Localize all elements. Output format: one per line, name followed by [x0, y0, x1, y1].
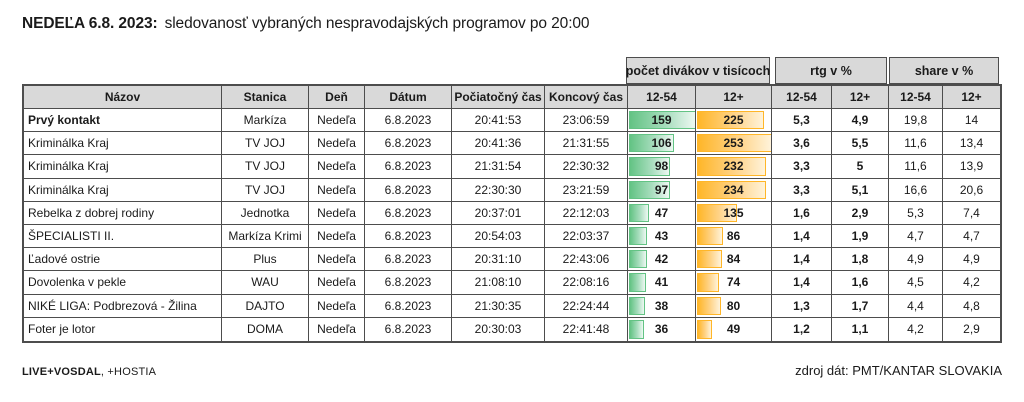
- column-header-datum: Dátum: [365, 86, 452, 109]
- station-cell: TV JOJ: [222, 155, 309, 178]
- start-time-cell: 21:30:35: [452, 295, 545, 318]
- viewers-12plus-cell: [696, 318, 772, 341]
- station-cell: Jednotka: [222, 202, 309, 225]
- group-header-rtg: rtg v %: [775, 57, 887, 84]
- viewers-12plus-value: 80: [726, 298, 741, 313]
- viewers-12-54-value: 41: [654, 275, 669, 290]
- date-cell: 6.8.2023: [365, 109, 452, 132]
- date-cell: 6.8.2023: [365, 271, 452, 294]
- day-cell: Nedeľa: [309, 132, 365, 155]
- group-header-viewers: počet divákov v tisícoch: [626, 57, 770, 84]
- column-header-rtg-12-54: 12-54: [772, 86, 832, 109]
- day-cell: Nedeľa: [309, 318, 365, 341]
- viewers-12plus-cell: [696, 155, 772, 178]
- viewers-12plus-cell: [696, 132, 772, 155]
- share-12plus-cell: 4,8: [943, 295, 1000, 318]
- day-cell: Nedeľa: [309, 109, 365, 132]
- date-cell: 6.8.2023: [365, 248, 452, 271]
- station-cell: DAJTO: [222, 295, 309, 318]
- rtg-12plus-cell: 4,9: [832, 109, 889, 132]
- program-name-cell: ŠPECIALISTI II.: [24, 225, 222, 248]
- data-table-grid: [22, 84, 1002, 343]
- viewers-12-54-value: 43: [654, 229, 669, 244]
- program-name-cell: Kriminálka Kraj: [24, 132, 222, 155]
- share-12-54-cell: 11,6: [889, 132, 943, 155]
- viewers-12-54-value: 36: [654, 322, 669, 337]
- day-cell: Nedeľa: [309, 155, 365, 178]
- rtg-12plus-cell: 1,6: [832, 271, 889, 294]
- start-time-cell: 20:41:36: [452, 132, 545, 155]
- viewers-12-54-value: 106: [651, 136, 672, 151]
- viewers-12-54-value: 98: [654, 159, 669, 174]
- day-cell: Nedeľa: [309, 248, 365, 271]
- viewers-12-54-value: 159: [651, 113, 672, 128]
- end-time-cell: 22:43:06: [545, 248, 628, 271]
- column-header-share-12plus: 12+: [943, 86, 1000, 109]
- start-time-cell: 20:37:01: [452, 202, 545, 225]
- share-12-54-cell: 4,7: [889, 225, 943, 248]
- viewers-12plus-cell: [696, 202, 772, 225]
- rtg-12-54-cell: 3,3: [772, 155, 832, 178]
- start-time-cell: 21:08:10: [452, 271, 545, 294]
- viewers-12plus-cell: [696, 295, 772, 318]
- end-time-cell: 23:21:59: [545, 179, 628, 202]
- end-time-cell: 23:06:59: [545, 109, 628, 132]
- share-12plus-cell: 2,9: [963, 322, 980, 337]
- viewers-12plus-value: 135: [723, 205, 744, 220]
- viewers-12plus-value: 86: [726, 229, 741, 244]
- station-cell: DOMA: [222, 318, 309, 341]
- column-header-stanica: Stanica: [222, 86, 309, 109]
- rtg-12plus-cell: 5,5: [832, 132, 889, 155]
- share-12plus-cell: 13,9: [943, 155, 1000, 178]
- program-name-cell: NIKÉ LIGA: Podbrezová - Žilina: [24, 295, 222, 318]
- viewers-12plus-value: 232: [723, 159, 744, 174]
- program-name-cell: Rebelka z dobrej rodiny: [24, 202, 222, 225]
- share-12plus-cell: 4,2: [943, 271, 1000, 294]
- share-12plus-cell: 13,4: [943, 132, 1000, 155]
- station-cell: Plus: [222, 248, 309, 271]
- end-time-cell: 21:31:55: [545, 132, 628, 155]
- end-time-cell: 22:03:37: [545, 225, 628, 248]
- rtg-12-54-cell: 1,4: [772, 271, 832, 294]
- rtg-12plus-cell: 1,8: [832, 248, 889, 271]
- rtg-12-54-cell: 1,6: [772, 202, 832, 225]
- share-12plus-cell: 20,6: [943, 179, 1000, 202]
- column-header-pociatocny-cas: Počiatočný čas: [452, 86, 545, 109]
- rtg-12plus-cell: 5,1: [832, 179, 889, 202]
- rtg-12-54-cell: 1,2: [772, 318, 832, 341]
- date-cell: 6.8.2023: [365, 295, 452, 318]
- column-header-rtg-12plus: 12+: [832, 86, 889, 109]
- program-name-cell: Prvý kontakt: [24, 109, 222, 132]
- station-cell: Markíza: [222, 109, 309, 132]
- share-12plus-cell: 7,4: [943, 202, 1000, 225]
- viewers-12-54-value: 97: [654, 182, 669, 197]
- rtg-12plus-cell: 2,9: [832, 202, 889, 225]
- station-cell: Markíza Krimi: [222, 225, 309, 248]
- date-cell: 6.8.2023: [365, 132, 452, 155]
- methodology-note-rest: , +HOSTIA: [100, 366, 157, 378]
- end-time-cell: 22:12:03: [545, 202, 628, 225]
- viewers-12plus-cell: [696, 248, 772, 271]
- share-12-54-cell: 4,2: [889, 318, 943, 341]
- start-time-cell: 20:41:53: [452, 109, 545, 132]
- column-header-viewers-12-54: 12-54: [628, 86, 696, 109]
- rtg-12plus-cell: 1,7: [832, 295, 889, 318]
- viewers-12-54-cell: [628, 179, 696, 202]
- date-cell: 6.8.2023: [365, 225, 452, 248]
- title-date: NEDEĽA 6.8. 2023:: [22, 15, 158, 32]
- viewers-12plus-cell: [696, 271, 772, 294]
- viewers-12-54-cell: [628, 295, 696, 318]
- viewership-table: [22, 57, 1002, 343]
- rtg-12-54-cell: 3,3: [772, 179, 832, 202]
- viewers-12plus-value: 84: [726, 252, 741, 267]
- viewers-12-54-cell: [628, 132, 696, 155]
- group-header-row: [22, 57, 1002, 84]
- station-cell: TV JOJ: [222, 179, 309, 202]
- viewers-12plus-value: 225: [723, 113, 744, 128]
- page-footer: [22, 363, 1002, 378]
- column-header-viewers-12plus: 12+: [696, 86, 772, 109]
- methodology-note-bold: LIVE+VOSDAL: [22, 366, 101, 378]
- column-header-share-12-54: 12-54: [889, 86, 943, 109]
- program-name-cell: Foter je lotor: [24, 318, 222, 341]
- end-time-cell: 22:41:48: [545, 318, 628, 341]
- title-text: sledovanosť vybraných nespravodajských programov po 20:00: [164, 15, 590, 32]
- viewers-12-54-cell: [628, 225, 696, 248]
- page-title: [22, 13, 589, 35]
- data-source-note: zdroj dát: PMT/KANTAR SLOVAKIA: [795, 363, 1002, 378]
- day-cell: Nedeľa: [309, 202, 365, 225]
- start-time-cell: 20:31:10: [452, 248, 545, 271]
- column-header-koncovy-cas: Koncový čas: [545, 86, 628, 109]
- date-cell: 6.8.2023: [365, 318, 452, 341]
- share-12-54-cell: 4,4: [889, 295, 943, 318]
- share-12-54-cell: 5,3: [889, 202, 943, 225]
- viewers-12plus-value: 49: [726, 322, 741, 337]
- station-cell: TV JOJ: [222, 132, 309, 155]
- rtg-12plus-cell: 1,9: [832, 225, 889, 248]
- day-cell: Nedeľa: [309, 271, 365, 294]
- viewers-12plus-cell: [696, 109, 772, 132]
- column-header-den: Deň: [309, 86, 365, 109]
- day-cell: Nedeľa: [309, 295, 365, 318]
- viewers-12-54-cell: [628, 109, 696, 132]
- rtg-12-54-cell: 1,4: [772, 225, 832, 248]
- share-12-54-cell: 16,6: [889, 179, 943, 202]
- start-time-cell: 22:30:30: [452, 179, 545, 202]
- methodology-note: [22, 366, 156, 378]
- rtg-12plus-cell: 1,1: [832, 318, 889, 341]
- rtg-12-54-cell: 3,6: [772, 132, 832, 155]
- rtg-12-54-cell: 1,4: [772, 248, 832, 271]
- program-name-cell: Ľadové ostrie: [24, 248, 222, 271]
- day-cell: Nedeľa: [309, 179, 365, 202]
- share-12plus-cell: 4,7: [943, 225, 1000, 248]
- viewers-12-54-cell: [628, 202, 696, 225]
- day-cell: Nedeľa: [309, 225, 365, 248]
- group-header-share: share v %: [889, 57, 999, 84]
- date-cell: 6.8.2023: [365, 179, 452, 202]
- viewers-12plus-cell: [696, 179, 772, 202]
- program-name-cell: Kriminálka Kraj: [24, 155, 222, 178]
- viewers-12plus-value: 74: [726, 275, 741, 290]
- viewers-12-54-value: 38: [654, 298, 669, 313]
- rtg-12-54-cell: 5,3: [772, 109, 832, 132]
- program-name-cell: Dovolenka v pekle: [24, 271, 222, 294]
- share-12-54-cell: 19,8: [889, 109, 943, 132]
- program-name-cell: Kriminálka Kraj: [24, 179, 222, 202]
- share-12-54-cell: 4,5: [889, 271, 943, 294]
- viewers-12-54-cell: [628, 248, 696, 271]
- end-time-cell: 22:24:44: [545, 295, 628, 318]
- share-12plus-cell: 14: [943, 109, 1000, 132]
- end-time-cell: 22:30:32: [545, 155, 628, 178]
- viewers-12plus-cell: [696, 225, 772, 248]
- share-12plus-cell: 4,9: [943, 248, 1000, 271]
- viewers-12plus-value: 253: [723, 136, 744, 151]
- column-header-nazov: Názov: [24, 86, 222, 109]
- viewers-12-54-cell: [628, 155, 696, 178]
- start-time-cell: 21:31:54: [452, 155, 545, 178]
- rtg-12-54-cell: 1,3: [772, 295, 832, 318]
- viewers-12-54-cell: [628, 271, 696, 294]
- date-cell: 6.8.2023: [365, 202, 452, 225]
- end-time-cell: 22:08:16: [545, 271, 628, 294]
- viewers-12-54-value: 47: [654, 205, 669, 220]
- group-header-spacer: [22, 57, 626, 84]
- viewers-12plus-value: 234: [723, 182, 744, 197]
- share-12-54-cell: 11,6: [889, 155, 943, 178]
- start-time-cell: 20:30:03: [452, 318, 545, 341]
- start-time-cell: 20:54:03: [452, 225, 545, 248]
- date-cell: 6.8.2023: [365, 155, 452, 178]
- viewers-12-54-cell: [628, 318, 696, 341]
- viewers-12-54-value: 42: [654, 252, 669, 267]
- share-12-54-cell: 4,9: [889, 248, 943, 271]
- rtg-12plus-cell: 5: [832, 155, 889, 178]
- station-cell: WAU: [222, 271, 309, 294]
